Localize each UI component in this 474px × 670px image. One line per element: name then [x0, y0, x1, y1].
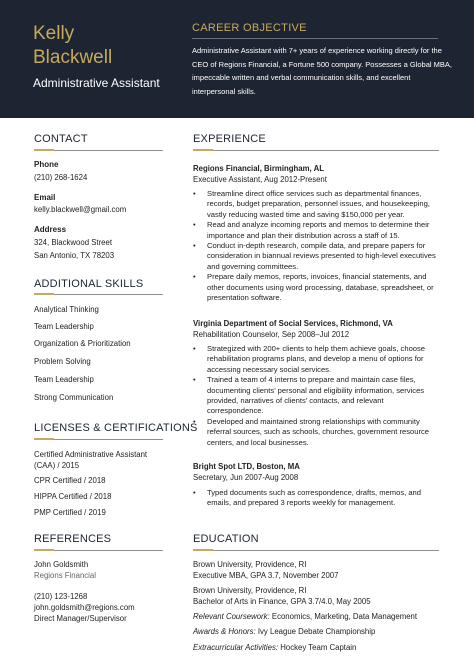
license-item: (CAA) / 2015 [34, 461, 80, 470]
job-org: Virginia Department of Social Services, Richmond, VA [193, 319, 393, 328]
extracurricular-value: Hockey Team Captain [278, 643, 357, 652]
experience-heading: EXPERIENCE [193, 133, 266, 145]
job-org: Bright Spot LTD, Boston, MA [193, 462, 300, 471]
first-name: Kelly [33, 23, 75, 44]
objective-text: Administrative Assistant with 7+ years of experience working directly for the CEO of Regions Financial, a Fortune 500 company. Possesses a Global MBA, impeccable written and verbal communication skills, and excellent interpersonal skills. [192, 46, 452, 96]
skill-item: Problem Solving [34, 357, 91, 366]
coursework-label: Relevant Coursework: [193, 612, 270, 621]
skill-item: Strong Communication [34, 393, 114, 402]
degree: Executive MBA, GPA 3.7, November 2007 [193, 571, 339, 580]
licenses-heading: LICENSES & CERTIFICATIONS [34, 422, 198, 434]
reference-company: Regions Financial [34, 571, 96, 580]
bullet-item: • Typed documents such as correspondence, drafts, memos, and emails, and prepared 3 reports weekly for management. [193, 488, 441, 509]
job-entry [193, 462, 300, 482]
job-role: Executive Assistant, Aug 2012-Present [193, 175, 327, 184]
license-item: PMP Certified / 2019 [34, 508, 106, 517]
job-org: Regions Financial, Birmingham, AL [193, 164, 324, 173]
bullet-item: • Streamline direct office services such as departmental finances, records, budget preparation, personnel issues, and housekeeping, vastly reducing wasted time and saving $150,000 per year. [193, 189, 441, 220]
school-name: Brown University, Providence, RI [193, 560, 307, 569]
license-item: Certified Administrative Assistant [34, 450, 148, 459]
job-role: Rehabilitation Counselor, Sep 2008–Jul 2012 [193, 330, 350, 339]
coursework-line [193, 612, 417, 622]
skill-item: Team Leadership [34, 375, 94, 384]
reference-role: Direct Manager/Supervisor [34, 614, 127, 623]
email-value[interactable]: kelly.blackwell@gmail.com [34, 205, 127, 214]
job-role: Secretary, Jun 2007-Aug 2008 [193, 473, 299, 482]
bullet-item: • Strategized with 200+ clients to help them achieve goals, choose rehabilitation programs plans, and develop a menu of options for accessing necessary social services. [193, 344, 441, 375]
objective-divider [192, 38, 438, 39]
last-name: Blackwell [33, 47, 113, 68]
awards-label: Awards & Honors: [193, 627, 256, 636]
job-bullets [193, 189, 441, 303]
license-item: HIPPA Certified / 2018 [34, 492, 112, 501]
contact-accent [34, 149, 54, 151]
phone-label: Phone [34, 160, 59, 169]
bullet-item: • Developed and maintained strong relationships with community referral sources, such as schools, churches, government resource centers, and local businesses. [193, 417, 441, 448]
reference-email[interactable]: john.goldsmith@regions.com [34, 603, 135, 612]
skills-heading: ADDITIONAL SKILLS [34, 278, 144, 290]
contact-heading: CONTACT [34, 133, 88, 145]
reference-phone: (210) 123-1268 [34, 592, 88, 601]
header-band [0, 0, 474, 118]
skills-accent [34, 293, 54, 295]
references-heading: REFERENCES [34, 533, 112, 545]
address-line-1: 324, Blackwood Street [34, 238, 113, 247]
bullet-item: • Conduct in-depth research, compile data, and prepare papers for consideration in biannual reviews presented to high-level executives and governing committees. [193, 241, 441, 272]
degree: Bachelor of Arts in Finance, GPA 3.7/4.0, May 2005 [193, 597, 371, 606]
skill-item: Analytical Thinking [34, 305, 99, 314]
awards-value: Ivy League Debate Championship [255, 627, 376, 636]
education-accent [193, 549, 213, 551]
school-name: Brown University, Providence, RI [193, 586, 307, 595]
bullet-item: • Trained a team of 4 interns to prepare and maintain case files, documenting clients’ personal and eligibility information, services provided, narratives of clients’ contacts, and relevant correspondence. [193, 375, 441, 417]
skill-item: Team Leadership [34, 322, 94, 331]
address-line-2: San Antonio, TX 78203 [34, 251, 115, 260]
extracurricular-label: Extracurricular Activities: [193, 643, 279, 652]
objective-heading: CAREER OBJECTIVE [192, 22, 307, 34]
bullet-item: • Prepare daily memos, reports, invoices, financial statements, and other documents using word processing, database, spreadsheet, or presentation software. [193, 272, 441, 303]
extracurricular-line [193, 643, 356, 653]
job-entry [193, 164, 327, 184]
job-entry [193, 319, 393, 339]
education-heading: EDUCATION [193, 533, 259, 545]
reference-name: John Goldsmith [34, 560, 89, 569]
bullet-item: • Read and analyze incoming reports and memos to determine their importance and plan their distribution across a staff of 15. [193, 220, 441, 241]
address-label: Address [34, 225, 67, 234]
job-bullets [193, 344, 441, 448]
education-divider [193, 550, 439, 551]
licenses-accent [34, 438, 54, 440]
experience-accent [193, 149, 213, 151]
license-item: CPR Certified / 2018 [34, 476, 106, 485]
skill-item: Organization & Prioritization [34, 339, 131, 348]
experience-divider [193, 150, 439, 151]
references-accent [34, 549, 54, 551]
email-label: Email [34, 193, 56, 202]
phone-value: (210) 268-1624 [34, 173, 88, 182]
awards-line [193, 627, 375, 637]
job-bullets [193, 488, 441, 509]
job-title: Administrative Assistant [33, 76, 160, 90]
coursework-value: Economics, Marketing, Data Management [269, 612, 418, 621]
